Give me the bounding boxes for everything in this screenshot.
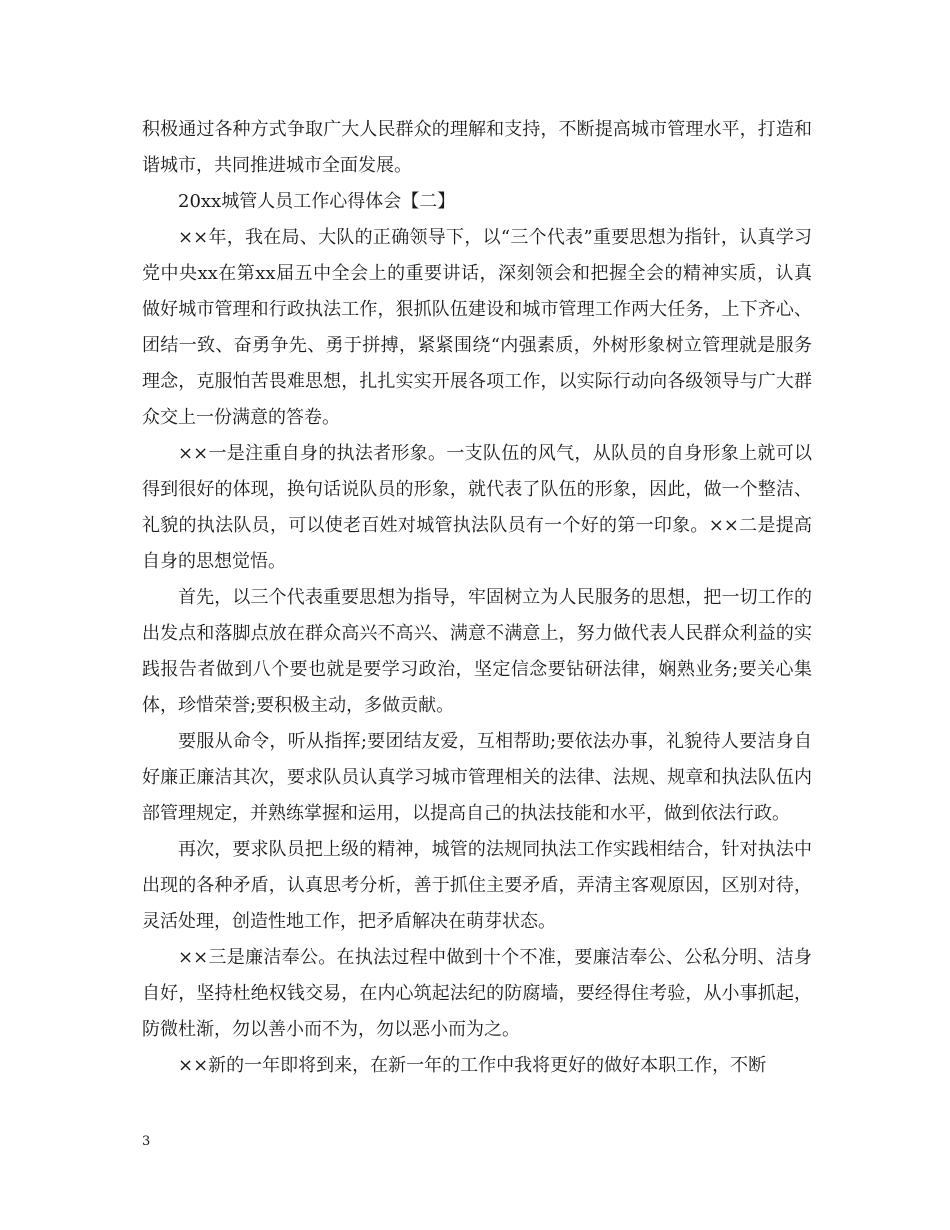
document-body [142,112,812,1084]
paragraph-again: 再次，要求队员把上级的精神，城管的法规同执法工作实践相结合，针对执法中出现的各种矛盾，认真思考分析，善于抓住主要矛盾，弄清主客观原因，区别对待，灵活处理，创造性地工作，把矛盾解决在萌芽状态。 [142,839,812,932]
paragraph-point-three: ××三是廉洁奉公。在执法过程中做到十个不准，要廉洁奉公、公私分明、洁身自好，坚持杜绝权钱交易，在内心筑起法纪的防腐墙，要经得住考验，从小事抓起，防微杜渐，勿以善小而不为，勿以恶小而为之。 [142,947,812,1040]
page-number: 3 [142,1134,151,1149]
paragraph-intro: ××年，我在局、大队的正确领导下，以“三个代表”重要思想为指针，认真学习党中央xx在第xx届五中全会上的重要讲话，深刻领会和把握全会的精神实质，认真做好城市管理和行政执法工作，狠抓队伍建设和城市管理工作两大任务，上下齐心、团结一致、奋勇争先、勇于拼搏，紧紧围绕“内强素质，外树形象树立管理就是服务理念，克服怕苦畏难思想，扎扎实实开展各项工作，以实际行动向各级领导与广大群众交上一份满意的答卷。 [142,227,812,428]
paragraph-first: 首先，以三个代表重要思想为指导，牢固树立为人民服务的思想，把一切工作的出发点和落脚点放在群众高兴不高兴、满意不满意上，努力做代表人民群众利益的实践报告者做到八个要也就是要学习政治，坚定信念要钻研法律，娴熟业务;要关心集体，珍惜荣誉;要积极主动，多做贡献。 [142,587,812,716]
section-heading: 20xx城管人员工作心得体会【二】 [178,191,456,212]
paragraph-obey-orders: 要服从命令，听从指挥;要团结友爱，互相帮助;要依法办事，礼貌待人要洁身自好廉正廉洁其次，要求队员认真学习城市管理相关的法律、法规、规章和执法队伍内部管理规定，并熟练掌握和运用，以提高自己的执法技能和水平，做到依法行政。 [142,731,812,824]
paragraph-continuation: 积极通过各种方式争取广大人民群众的理解和支持，不断提高城市管理水平，打造和谐城市，共同推进城市全面发展。 [142,119,812,176]
paragraph-point-one: ××一是注重自身的执法者形象。一支队伍的风气，从队员的自身形象上就可以得到很好的体现，换句话说队员的形象，就代表了队伍的形象，因此，做一个整洁、礼貌的执法队员，可以使老百姓对城管执法队员有一个好的第一印象。××二是提高自身的思想觉悟。 [142,443,812,572]
paragraph-new-year: ××新的一年即将到来，在新一年的工作中我将更好的做好本职工作，不断 [178,1055,767,1076]
